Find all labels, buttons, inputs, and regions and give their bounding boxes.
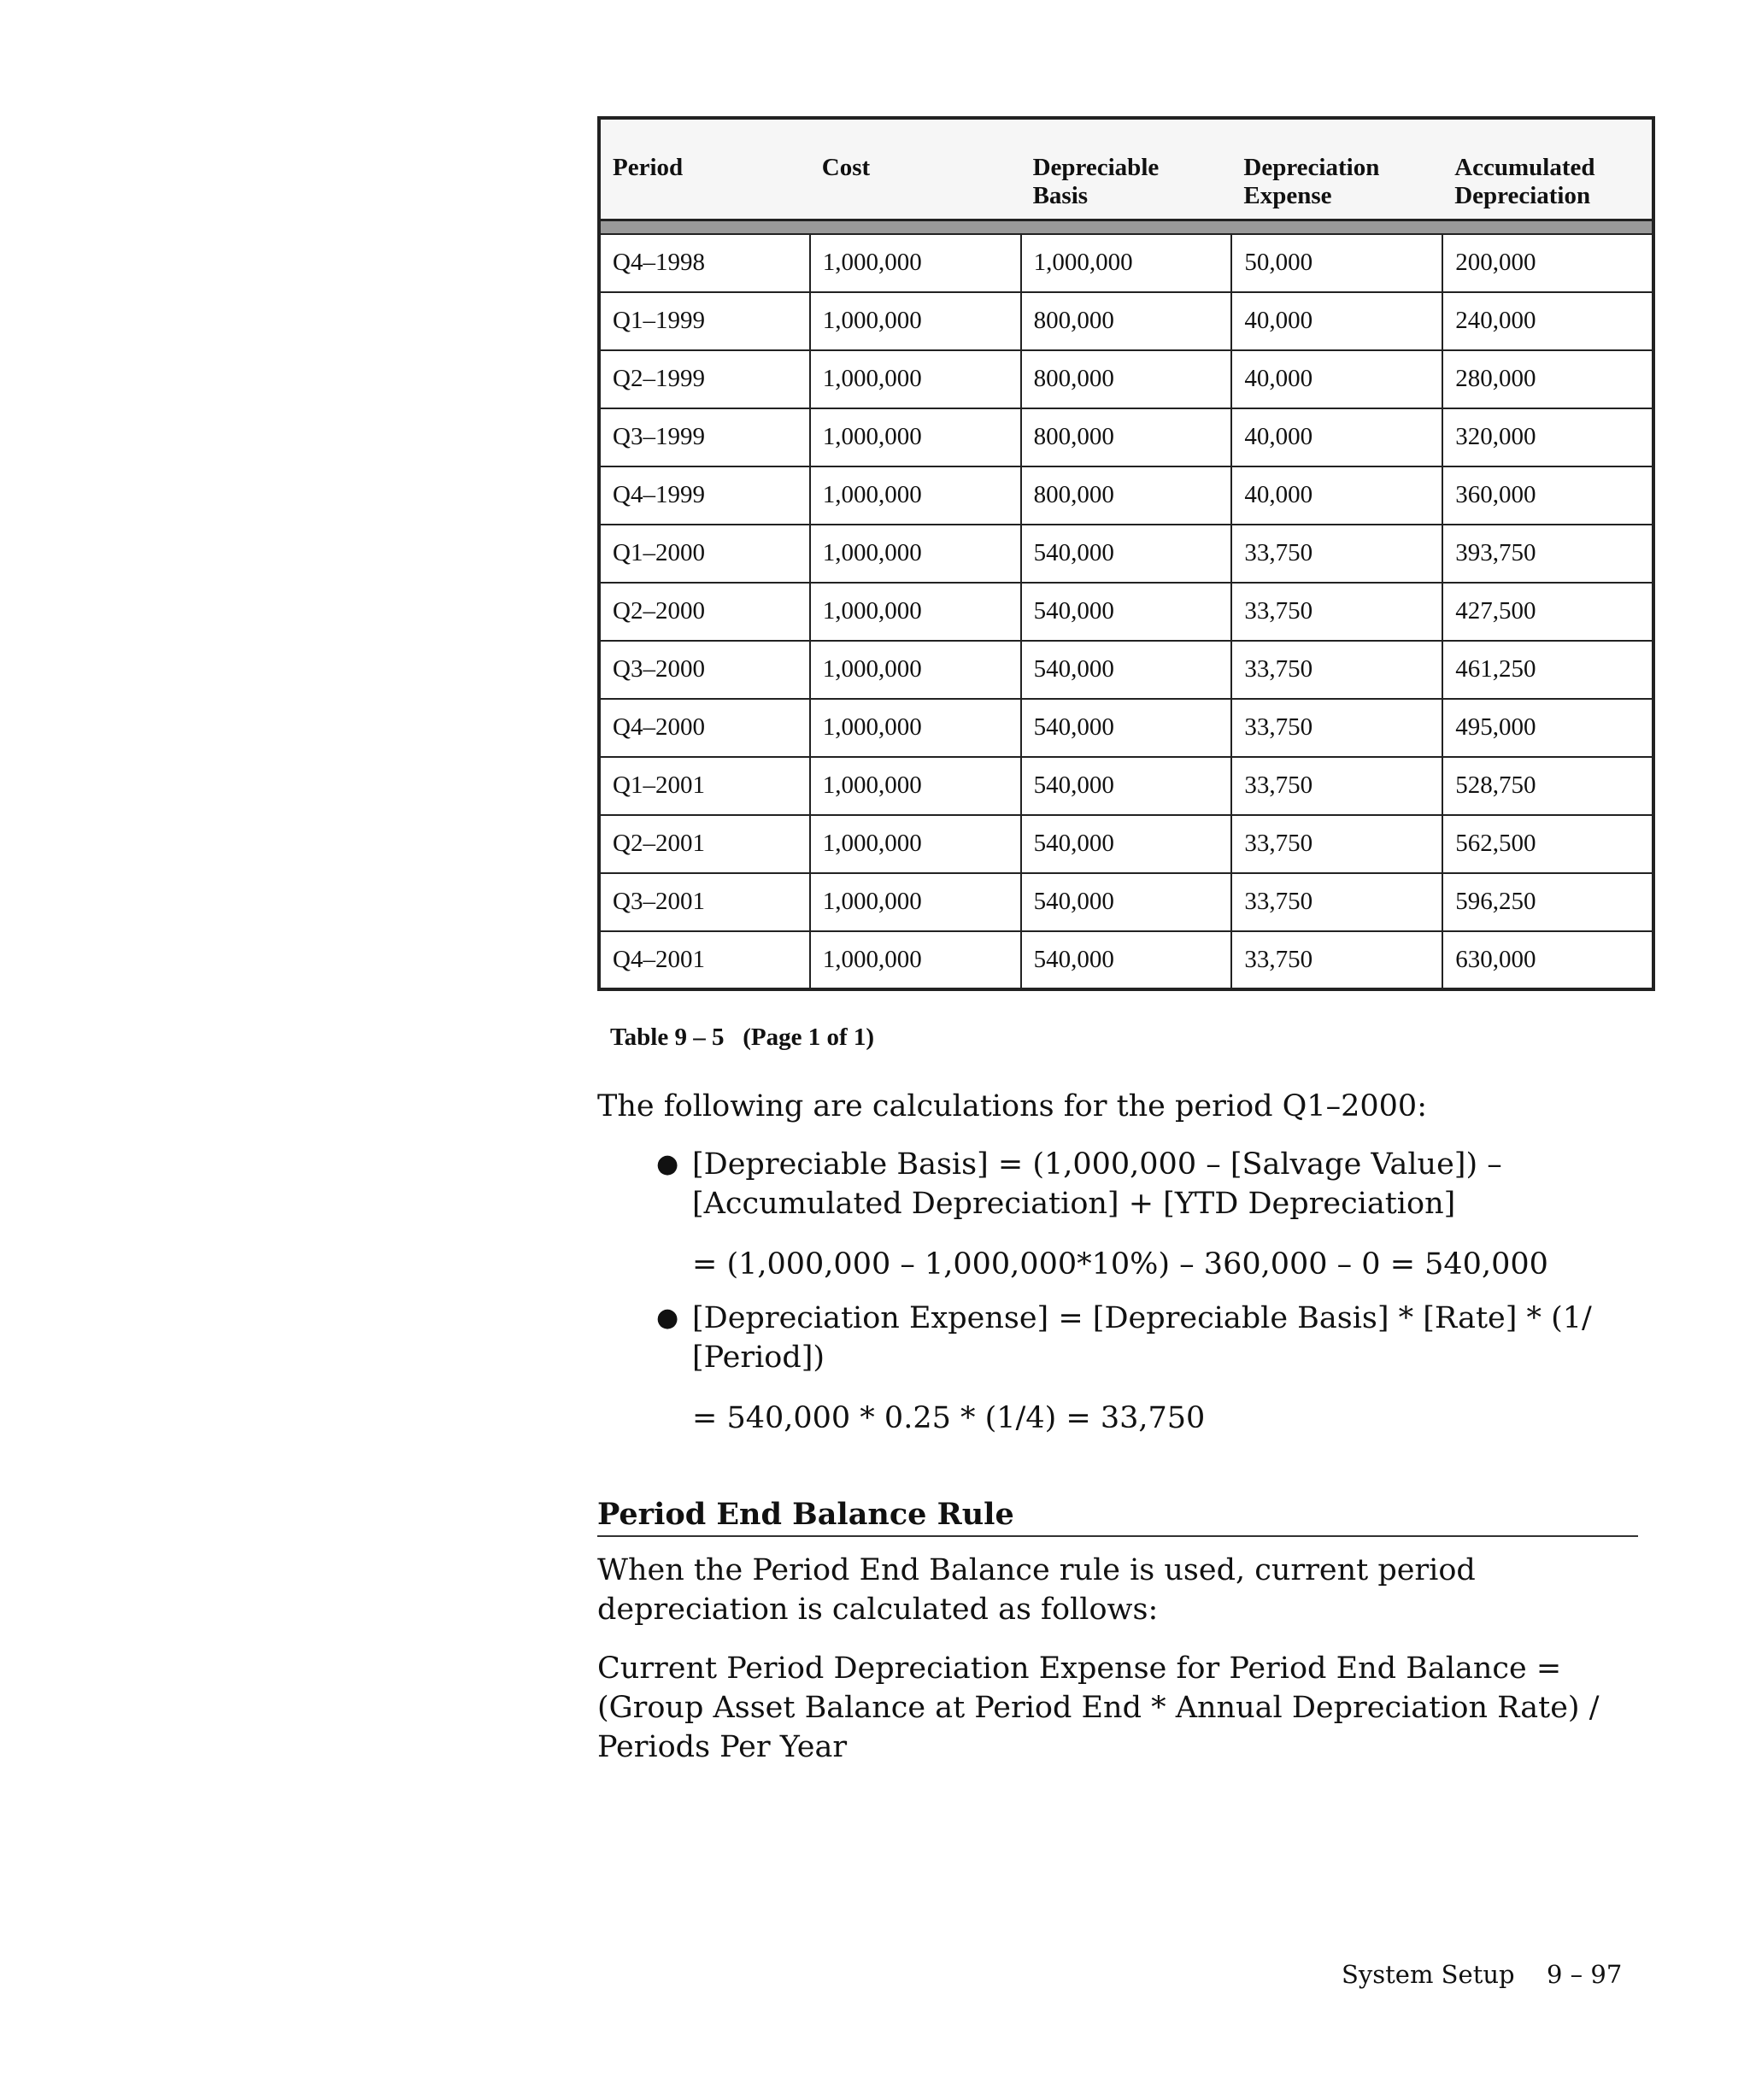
- expense-formula: [Depreciation Expense] = [Depreciable Basis] * [Rate] * (1/ [Period]): [692, 1301, 1592, 1375]
- header-depreciation-expense-text: Depreciation Expense: [1243, 154, 1380, 209]
- table-row: [599, 466, 1653, 525]
- cell-cost: 1,000,000: [810, 873, 1021, 931]
- cell-accumulated-depreciation: 562,500: [1442, 815, 1653, 873]
- cell-accumulated-depreciation: 200,000: [1442, 234, 1653, 292]
- section-paragraph: When the Period End Balance rule is used, current period depreciation is calculated as follows:: [597, 1553, 1476, 1627]
- cell-period: Q3–2001: [599, 873, 810, 931]
- table-body: [599, 234, 1653, 989]
- cell-cost: 1,000,000: [810, 815, 1021, 873]
- cell-period: Q2–2000: [599, 583, 810, 641]
- cell-cost: 1,000,000: [810, 466, 1021, 525]
- table-row: [599, 815, 1653, 873]
- header-cost: Cost: [810, 118, 1021, 220]
- cell-period: Q4–1998: [599, 234, 810, 292]
- table-row: [599, 408, 1653, 466]
- table-row: [599, 641, 1653, 699]
- cell-accumulated-depreciation: 427,500: [1442, 583, 1653, 641]
- cell-accumulated-depreciation: 596,250: [1442, 873, 1653, 931]
- cell-accumulated-depreciation: 630,000: [1442, 931, 1653, 989]
- bullet-icon: ●: [656, 1303, 679, 1333]
- cell-accumulated-depreciation: 461,250: [1442, 641, 1653, 699]
- cell-cost: 1,000,000: [810, 292, 1021, 350]
- cell-depreciable-basis: 800,000: [1021, 350, 1232, 408]
- table-row: [599, 525, 1653, 583]
- depreciation-table: [597, 116, 1655, 991]
- cell-period: Q1–1999: [599, 292, 810, 350]
- cell-depreciable-basis: 540,000: [1021, 641, 1232, 699]
- cell-depreciable-basis: 800,000: [1021, 466, 1232, 525]
- bullet-icon: ●: [656, 1149, 679, 1179]
- cell-period: Q2–1999: [599, 350, 810, 408]
- cell-accumulated-depreciation: 495,000: [1442, 699, 1653, 757]
- cell-cost: 1,000,000: [810, 583, 1021, 641]
- expense-result: = 540,000 * 0.25 * (1/4) = 33,750: [692, 1401, 1206, 1435]
- cell-accumulated-depreciation: 240,000: [1442, 292, 1653, 350]
- header-accumulated-depreciation-text: Accumulated Depreciation: [1454, 154, 1595, 209]
- table-row: [599, 931, 1653, 989]
- cell-accumulated-depreciation: 393,750: [1442, 525, 1653, 583]
- table-row: [599, 234, 1653, 292]
- cell-depreciation-expense: 33,750: [1231, 815, 1442, 873]
- cell-depreciation-expense: 50,000: [1231, 234, 1442, 292]
- header-accumulated-depreciation: [1442, 118, 1653, 220]
- header-separator: [599, 220, 1653, 234]
- cell-depreciation-expense: 40,000: [1231, 466, 1442, 525]
- footer-page-number: 9 – 97: [1547, 1960, 1623, 1989]
- cell-period: Q4–1999: [599, 466, 810, 525]
- table-row: [599, 757, 1653, 815]
- cell-depreciation-expense: 33,750: [1231, 641, 1442, 699]
- cell-depreciable-basis: 540,000: [1021, 757, 1232, 815]
- cell-period: Q3–1999: [599, 408, 810, 466]
- header-depreciable-basis-text: Depreciable Basis: [1032, 154, 1160, 209]
- calculation-item-basis: [656, 1145, 1632, 1223]
- depreciation-table-container: [597, 116, 1652, 991]
- table-row: [599, 873, 1653, 931]
- footer-section-name: System Setup: [1342, 1960, 1515, 1989]
- calculations-intro: The following are calculations for the period Q1–2000:: [597, 1089, 1427, 1123]
- cell-depreciable-basis: 1,000,000: [1021, 234, 1232, 292]
- header-period: Period: [599, 118, 810, 220]
- cell-depreciation-expense: 40,000: [1231, 408, 1442, 466]
- cell-period: Q4–2001: [599, 931, 810, 989]
- cell-period: Q3–2000: [599, 641, 810, 699]
- cell-cost: 1,000,000: [810, 350, 1021, 408]
- header-depreciation-expense: [1231, 118, 1442, 220]
- cell-depreciation-expense: 33,750: [1231, 757, 1442, 815]
- cell-depreciation-expense: 40,000: [1231, 292, 1442, 350]
- cell-accumulated-depreciation: 320,000: [1442, 408, 1653, 466]
- cell-cost: 1,000,000: [810, 757, 1021, 815]
- cell-period: Q4–2000: [599, 699, 810, 757]
- cell-depreciable-basis: 540,000: [1021, 931, 1232, 989]
- basis-formula: [Depreciable Basis] = (1,000,000 – [Salvage Value]) – [Accumulated Depreciation] + [YTD Depreciation]: [692, 1147, 1502, 1221]
- basis-result: = (1,000,000 – 1,000,000*10%) – 360,000 – 0 = 540,000: [692, 1247, 1548, 1282]
- cell-depreciation-expense: 33,750: [1231, 931, 1442, 989]
- table-header-row: [599, 118, 1653, 220]
- cell-cost: 1,000,000: [810, 234, 1021, 292]
- cell-depreciable-basis: 800,000: [1021, 408, 1232, 466]
- cell-depreciable-basis: 540,000: [1021, 699, 1232, 757]
- table-row: [599, 350, 1653, 408]
- cell-depreciation-expense: 33,750: [1231, 583, 1442, 641]
- cell-cost: 1,000,000: [810, 931, 1021, 989]
- cell-accumulated-depreciation: 280,000: [1442, 350, 1653, 408]
- cell-cost: 1,000,000: [810, 699, 1021, 757]
- cell-depreciable-basis: 800,000: [1021, 292, 1232, 350]
- table-row: [599, 583, 1653, 641]
- cell-depreciation-expense: 33,750: [1231, 525, 1442, 583]
- cell-depreciable-basis: 540,000: [1021, 583, 1232, 641]
- header-depreciable-basis: [1021, 118, 1232, 220]
- cell-cost: 1,000,000: [810, 641, 1021, 699]
- cell-depreciation-expense: 40,000: [1231, 350, 1442, 408]
- table-row: [599, 699, 1653, 757]
- table-caption: Table 9 – 5 (Page 1 of 1): [610, 1024, 875, 1051]
- table-row: [599, 292, 1653, 350]
- cell-accumulated-depreciation: 528,750: [1442, 757, 1653, 815]
- cell-depreciation-expense: 33,750: [1231, 699, 1442, 757]
- cell-cost: 1,000,000: [810, 525, 1021, 583]
- cell-cost: 1,000,000: [810, 408, 1021, 466]
- cell-depreciable-basis: 540,000: [1021, 873, 1232, 931]
- header-separator-bar: [599, 220, 1653, 234]
- section-paragraph: Current Period Depreciation Expense for Period End Balance = (Group Asset Balance at Period End * Annual Depreciation Rate) / Periods Per Year: [597, 1651, 1600, 1764]
- cell-period: Q1–2000: [599, 525, 810, 583]
- cell-depreciable-basis: 540,000: [1021, 815, 1232, 873]
- calculation-item-expense: [656, 1299, 1632, 1377]
- section-heading: Period End Balance Rule: [597, 1496, 1638, 1537]
- cell-depreciation-expense: 33,750: [1231, 873, 1442, 931]
- cell-period: Q2–2001: [599, 815, 810, 873]
- cell-accumulated-depreciation: 360,000: [1442, 466, 1653, 525]
- cell-depreciable-basis: 540,000: [1021, 525, 1232, 583]
- cell-period: Q1–2001: [599, 757, 810, 815]
